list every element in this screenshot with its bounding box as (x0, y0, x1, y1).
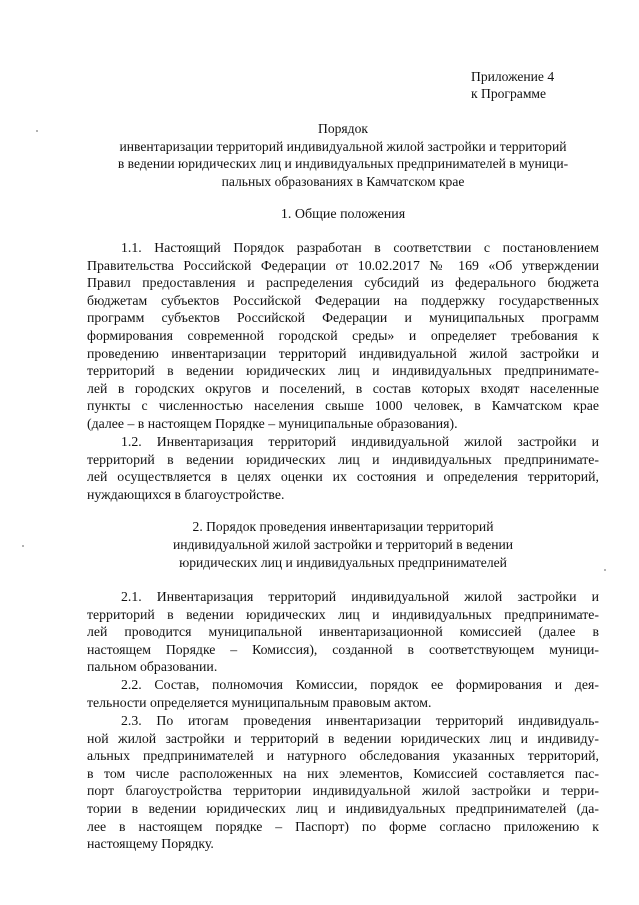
paragraph-line: (далее – в настоящем Порядке – муниципальные образования). (87, 415, 458, 431)
paragraph-line: в том числе расположенных на них элементов, Комиссией составляется пас- (87, 765, 599, 781)
paragraph-line: пункты с численностью населения свыше 1000 человек, в Камчатском крае (87, 398, 599, 414)
paragraph-line: проведению инвентаризации территорий индивидуальной жилой застройки и (87, 345, 599, 361)
paragraph-line: Правил предоставления и распределения субсидий из федерального бюджета (87, 275, 599, 291)
paragraph-1-1 (87, 239, 599, 433)
paragraph-line: альных предпринимателей и натурного обследования указанных территорий, (87, 748, 599, 764)
title-line: инвентаризации территорий индивидуальной жилой застройки и территорий (119, 138, 567, 154)
appendix-program: к Программе (471, 86, 547, 101)
paragraph-line: программ субъектов Российской Федерации и муниципальных программ (87, 310, 599, 326)
title-line: Порядок (318, 121, 368, 136)
paragraph-line: тории в ведении юридических лиц и индивидуальных предпринимателей (да- (87, 800, 599, 816)
paragraph-line: Правительства Российской Федерации от 10.02.2017 № 169 «Об утверждении (87, 257, 599, 273)
paragraph-line: территорий в ведении юридических лиц и индивидуальных предпринимате- (87, 451, 599, 467)
scan-speck (36, 130, 38, 132)
paragraph-line: территорий в ведении юридических лиц и индивидуальных предпринимате- (87, 363, 599, 379)
paragraph-line: ной жилой застройки и территорий в ведении юридических лиц и индивиду- (87, 730, 599, 746)
paragraph-line: лее в настоящем порядке – Паспорт) по форме согласно приложению к (87, 818, 599, 834)
paragraph-line: нуждающихся в благоустройстве. (87, 486, 285, 502)
paragraph-line: 1.2. Инвентаризация территорий индивидуальной жилой застройки и (121, 434, 599, 449)
paragraph-line: бюджетам субъектов Российской Федерации на поддержку государственных (87, 292, 599, 308)
section-heading-text: индивидуальной жилой застройки и территорий в ведении (172, 537, 514, 552)
appendix-reference (471, 68, 554, 102)
section-1-heading (60, 206, 626, 224)
paragraph-line: территорий в ведении юридических лиц и индивидуальных предпринимате- (87, 606, 599, 622)
paragraph-2-1 (87, 588, 599, 676)
paragraph-line: лей проводится муниципальной инвентаризационной комиссией (далее в (87, 624, 599, 640)
section-heading-text: юридических лиц и индивидуальных предпринимателей (179, 555, 507, 570)
title-line: в ведении юридических лиц и индивидуальных предпринимателей в муници- (117, 156, 569, 171)
paragraph-line: настоящем Порядке – Комиссия), созданной в соответствующем муници- (87, 641, 599, 657)
paragraph-1-2 (87, 433, 599, 503)
paragraph-line: пальном образовании. (87, 659, 218, 675)
appendix-number: Приложение 4 (471, 69, 555, 84)
paragraph-line: 1.1. Настоящий Порядок разработан в соответствии с постановлением (121, 240, 599, 255)
section-heading-text: 1. Общие положения (280, 207, 406, 222)
paragraph-line: порт благоустройства территории индивидуальной жилой застройки и терри- (87, 783, 599, 799)
paragraph-2-3 (87, 712, 599, 853)
paragraph-line: 2.1. Инвентаризация территорий индивидуальной жилой застройки и (121, 589, 599, 604)
paragraph-line: 2.2. Состав, полномочия Комиссии, порядок ее формирования и дея- (121, 677, 599, 692)
document-title (60, 120, 626, 190)
section-heading-text: 2. Порядок проведения инвентаризации территорий (192, 519, 494, 534)
section-2-heading (60, 518, 626, 572)
paragraph-line: лей в городских округов и поселений, в состав которых входят населенные (87, 380, 599, 396)
paragraph-line: тельности определяется муниципальным правовым актом. (87, 694, 432, 710)
paragraph-line: 2.3. По итогам проведения инвентаризации территорий индивидуаль- (121, 713, 599, 728)
scan-speck (22, 545, 24, 547)
paragraph-line: формирования современной городской среды» и определяет требования к (87, 327, 599, 343)
paragraph-line: настоящему Порядку. (87, 836, 214, 852)
paragraph-2-2 (87, 676, 599, 711)
title-line: пальных образованиях в Камчатском крае (221, 173, 465, 189)
paragraph-line: лей осуществляется в целях оценки их состояния и определения территорий, (87, 469, 599, 485)
